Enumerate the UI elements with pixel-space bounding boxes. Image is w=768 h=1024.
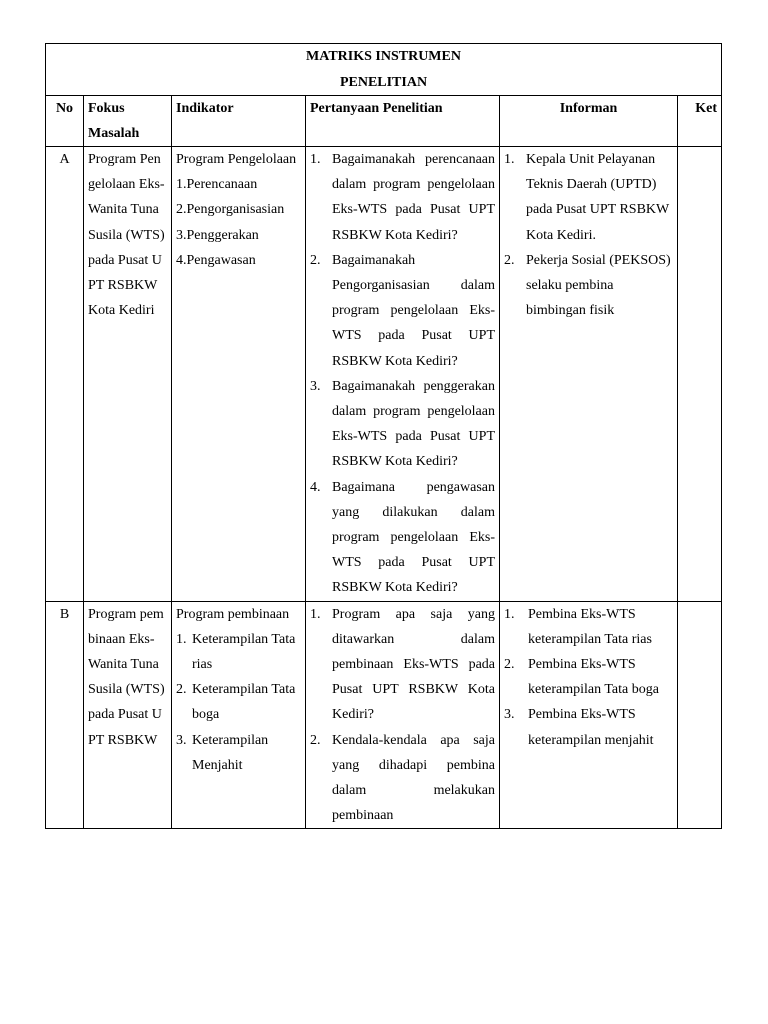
- header-fokus: Fokus Masalah: [84, 96, 172, 147]
- header-row: [46, 96, 722, 147]
- question-list: [306, 602, 495, 829]
- row-fokus: Program pembinaan Eks- Wanita Tuna Susila (WTS) pada Pusat UPT RSBKW: [84, 601, 172, 829]
- indikator-item: 3.Penggerakan: [176, 227, 259, 243]
- list-item: 3. Keterampilan Menjahit: [176, 732, 269, 773]
- table-row: [46, 147, 722, 602]
- row-pertanyaan: [306, 601, 500, 829]
- list-item: 1. Bagaimanakah perencanaan dalam program pengelolaan Eks-WTS pada Pusat UPT RSBKW Kota Kediri?: [310, 152, 495, 243]
- question-list: [306, 147, 495, 601]
- informant-list: [504, 602, 673, 753]
- indikator-item: 1.Perencanaan: [176, 177, 258, 193]
- list-item: 1. Keterampilan Tata rias: [176, 631, 296, 673]
- list-item: 4. Bagaimana pengawasan yang dilakukan dalam program pengelolaan Eks-WTS pada Pusat UPT RSBKW Kota Kediri?: [310, 479, 495, 596]
- document-page: [45, 43, 721, 829]
- informant-list: [500, 147, 673, 323]
- list-item: 2. Kendala-kendala apa saja yang dihadapi pembina dalam melakukan pembinaan: [310, 732, 495, 824]
- title-row: [46, 44, 722, 96]
- header-ket: Ket: [678, 96, 722, 147]
- list-item: 1. Kepala Unit Pelayanan Teknis Daerah (UPTD) pada Pusat UPT RSBKW Kota Kediri.: [504, 152, 669, 243]
- title-line-2: PENELITIAN: [339, 74, 428, 90]
- list-item: 2. Pekerja Sosial (PEKSOS) selaku pembina bimbingan fisik: [504, 252, 671, 319]
- indikator-title: Program pembinaan: [176, 606, 290, 622]
- row-indikator: [172, 601, 306, 829]
- title-line-1: MATRIKS INSTRUMEN: [306, 49, 461, 64]
- list-item: 1. Program apa saja yang ditawarkan dalam pembinaan Eks-WTS pada Pusat UPT RSBKW Kota Kediri?: [310, 606, 495, 723]
- table-title: [46, 44, 722, 96]
- list-item: 2. Keterampilan Tata boga: [176, 682, 296, 723]
- indikator-item: 2.Pengorganisasian: [176, 202, 285, 218]
- indikator-title: Program Pengelolaan: [176, 152, 297, 167]
- instrument-matrix-table: [45, 43, 722, 829]
- row-indikator: [172, 147, 306, 602]
- indikator-list: [176, 627, 301, 778]
- list-item: 2. Pembina Eks-WTS keterampilan Tata boga: [504, 657, 659, 698]
- list-item: 3. Pembina Eks-WTS keterampilan menjahit: [504, 707, 654, 748]
- row-pertanyaan: [306, 147, 500, 602]
- header-pertanyaan: Pertanyaan Penelitian: [306, 96, 500, 147]
- row-informan: [500, 147, 678, 602]
- indikator-item: 4.Pengawasan: [176, 252, 256, 268]
- row-no: B: [46, 601, 84, 829]
- row-ket: [678, 147, 722, 602]
- header-indikator: Indikator: [172, 96, 306, 147]
- list-item: 1. Pembina Eks-WTS keterampilan Tata rias: [504, 606, 652, 647]
- list-item: 3. Bagaimanakah penggerakan dalam program pengelolaan Eks-WTS pada Pusat UPT RSBKW Kota Kediri?: [310, 378, 495, 470]
- header-informan: Informan: [500, 96, 678, 147]
- header-no: No: [46, 96, 84, 147]
- row-no: A: [46, 147, 84, 602]
- row-ket: [678, 601, 722, 829]
- row-informan: [500, 601, 678, 829]
- row-fokus: Program Pengelolaan Eks-Wanita Tuna Susila (WTS) pada Pusat UPT RSBKW Kota Kediri: [84, 147, 172, 602]
- list-item: 2. Bagaimanakah Pengorganisasian dalam program pengelolaan Eks- WTS pada Pusat UPT RSBKW Kota Kediri?: [310, 252, 495, 369]
- table-row: [46, 601, 722, 829]
